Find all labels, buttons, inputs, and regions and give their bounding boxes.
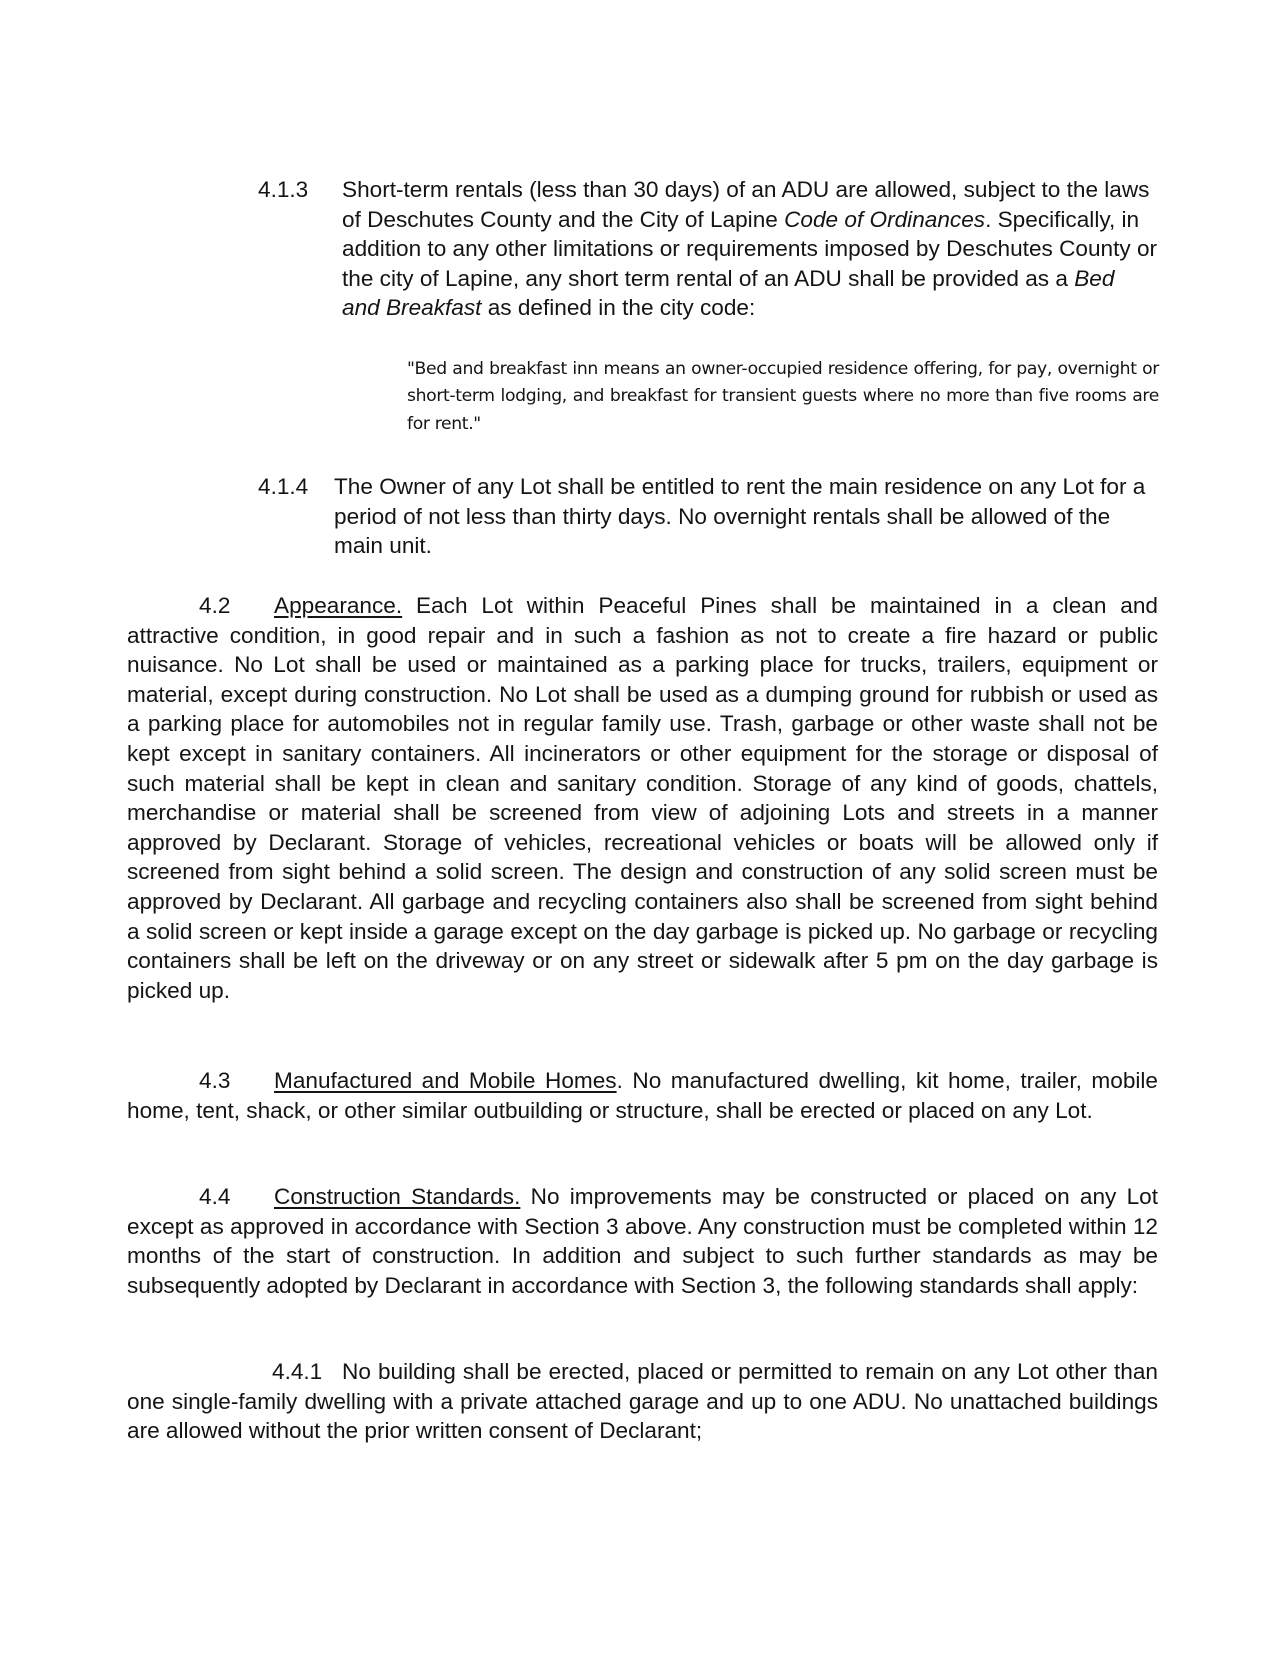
section-heading: Construction Standards. xyxy=(274,1184,521,1209)
section-text: Each Lot within Peaceful Pines shall be maintained in a clean and attractive condition, in good repair and in such a fashion as not to create a fire hazard or public nuisance. No Lot shall be used or maintained as a parking place for trucks, trailers, equipment or material, except during construction. No Lot shall be used as a dumping ground for rubbish or used as a parking place for automobiles not in regular family use. Trash, garbage or other waste shall not be kept except in sanitary containers. All incinerators or other equipment for the storage or disposal of such material shall be kept in clean and sanitary condition. Storage of any kind of goods, chattels, merchandise or material shall be screened from view of adjoining Lots and streets in a manner approved by Declarant. Storage of vehicles, recreational vehicles or boats will be allowed only if screened from sight behind a solid screen. The design and construction of any solid screen must be approved by Declarant. All garbage and recycling containers also shall be screened from sight behind a solid screen or kept inside a garage except on the day garbage is picked up. No garbage or recycling containers shall be left on the driveway or on any street or sidewalk after 5 pm on the day garbage is picked up. xyxy=(127,593,1158,1003)
section-number: 4.3 xyxy=(199,1068,231,1093)
section-text: No improvements may be constructed or placed on any Lot except as approved in accordance with Section 3 above. Any construction must be completed within 12 months of the start of construction. In addition and subject to such further standards as may be subsequently adopted by Declarant in accordance with Section 3, the following standards shall apply: xyxy=(127,1184,1158,1298)
text-run: as defined in the city code: xyxy=(481,295,756,321)
quoted-definition: "Bed and breakfast inn means an owner-occupied residence offering, for pay, overnight or short-term lodging, and breakfast for transient guests where no more than five rooms are for rent." xyxy=(407,359,1159,434)
section-number: 4.4 xyxy=(199,1184,231,1209)
section-text: . No manufactured dwelling, kit home, trailer, mobile home, tent, shack, or other similar outbuilding or structure, shall be erected or placed on any Lot. xyxy=(127,1068,1158,1123)
section-4-4-1 xyxy=(127,1357,1158,1446)
section-text: The Owner of any Lot shall be entitled to rent the main residence on any Lot for a period of not less than thirty days. No overnight rentals shall be allowed of the main unit. xyxy=(334,474,1146,559)
section-number: 4.1.3 xyxy=(258,177,309,202)
section-number: 4.2 xyxy=(199,593,231,618)
italic-term-code-of-ordinances: Code of Ordinances xyxy=(784,206,986,232)
section-text: No building shall be erected, placed or permitted to remain on any Lot other than one single-family dwelling with a private attached garage and up to one ADU. No unattached buildings are allowed without the prior written consent of Declarant; xyxy=(127,1359,1158,1444)
section-4-4 xyxy=(127,1182,1158,1300)
section-heading: Manufactured and Mobile Homes xyxy=(274,1068,617,1093)
section-4-1-3 xyxy=(258,175,1158,323)
section-number: 4.4.1 xyxy=(272,1359,323,1384)
section-number: 4.1.4 xyxy=(258,474,309,499)
section-4-1-4 xyxy=(258,472,1158,561)
text-run: . Specifically, in addition to any other limitations or requirements imposed by Deschutes County or the city of Lapine, any short term rental of an ADU shall be provided as a xyxy=(342,206,1158,291)
section-4-2 xyxy=(127,591,1158,1005)
text-run: Short-term rentals (less than 30 days) of an ADU are allowed, subject to the laws of Deschutes County and the City of Lapine xyxy=(342,177,1150,232)
italic-term-bed-and-breakfast: Bed and Breakfast xyxy=(342,265,1115,321)
section-4-3 xyxy=(127,1066,1158,1125)
section-heading: Appearance. xyxy=(274,593,403,618)
section-text xyxy=(342,175,1158,323)
